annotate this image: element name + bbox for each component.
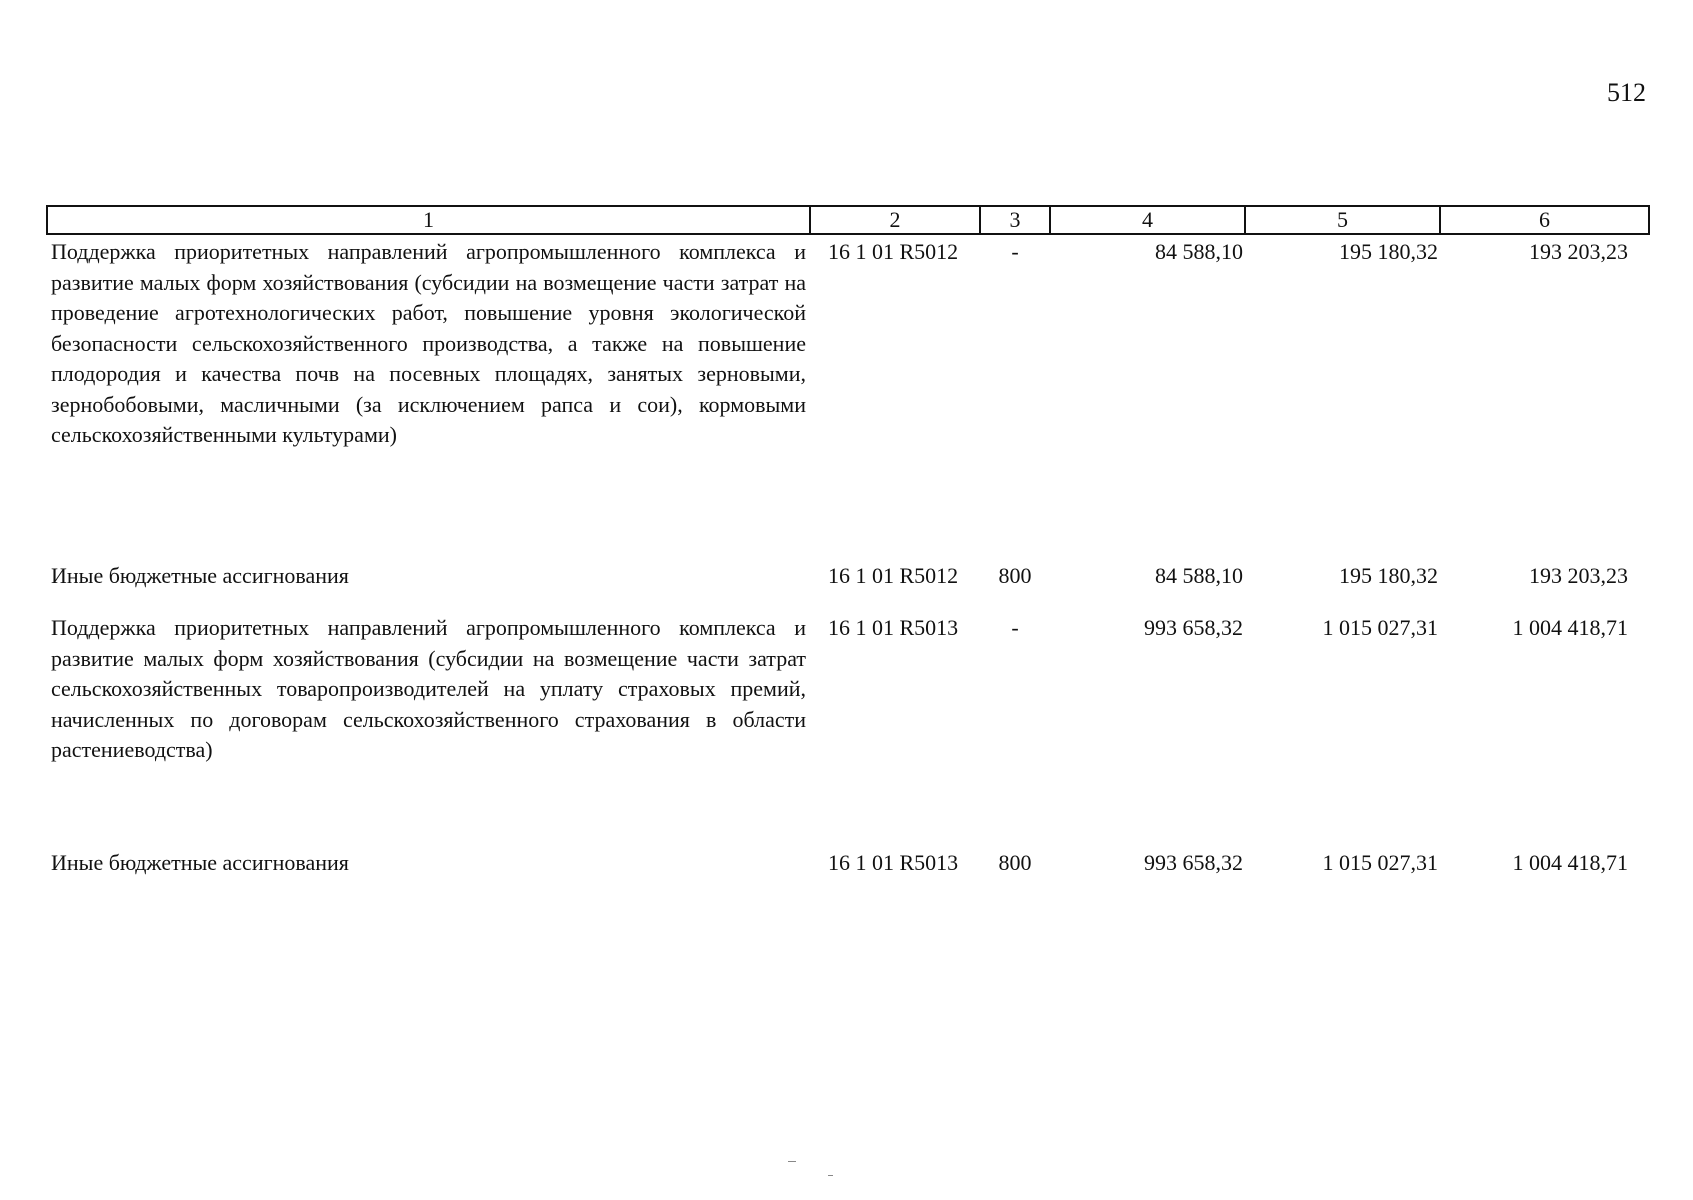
page-number: 512 xyxy=(1607,78,1646,107)
scan-artifact xyxy=(828,1175,833,1176)
row-spacer xyxy=(47,591,1649,613)
row-target-code: 16 1 01 R5013 xyxy=(828,615,959,640)
table-header xyxy=(47,206,1649,234)
row-description: Иные бюджетные ассигнования xyxy=(51,849,349,875)
row-value-col5: 1 015 027,31 xyxy=(1322,849,1438,875)
column-header-1: 1 xyxy=(47,206,810,234)
row-value-col4: 84 588,10 xyxy=(1155,562,1243,588)
row-description: Поддержка приоритетных направлений агропромышленного комплекса и развитие малых форм хозяйствования (субсидии на возмещение части затрат сельскохозяйственных товаропроизводителей на уплату страховых премий, начисленных по договорам сельскохозяйственного страхования в области растениеводства) xyxy=(51,615,806,762)
table-body xyxy=(47,234,1649,878)
row-expense-type: 800 xyxy=(998,849,1032,875)
row-target-code: 16 1 01 R5013 xyxy=(828,849,959,875)
row-expense-type: - xyxy=(1011,615,1019,640)
row-spacer xyxy=(47,766,1649,848)
row-value-col5: 195 180,32 xyxy=(1339,562,1438,588)
table-row xyxy=(47,561,1649,592)
row-value-col6: 1 004 418,71 xyxy=(1512,615,1628,640)
row-value-col6: 193 203,23 xyxy=(1529,239,1628,264)
row-description: Иные бюджетные ассигнования xyxy=(51,562,349,588)
table-row xyxy=(47,613,1649,766)
header-row xyxy=(47,206,1649,234)
row-value-col6: 1 004 418,71 xyxy=(1512,849,1628,875)
budget-table xyxy=(46,205,1650,878)
row-expense-type: - xyxy=(1011,239,1019,264)
row-value-col5: 1 015 027,31 xyxy=(1322,615,1438,640)
row-expense-type: 800 xyxy=(998,562,1032,588)
row-spacer xyxy=(47,451,1649,561)
column-header-5: 5 xyxy=(1245,206,1440,234)
scan-artifact xyxy=(788,1161,796,1162)
row-value-col5: 195 180,32 xyxy=(1339,239,1438,264)
row-value-col4: 993 658,32 xyxy=(1144,615,1243,640)
row-target-code: 16 1 01 R5012 xyxy=(828,562,959,588)
column-header-3: 3 xyxy=(980,206,1050,234)
table-row xyxy=(47,848,1649,879)
row-value-col4: 993 658,32 xyxy=(1144,849,1243,875)
row-value-col4: 84 588,10 xyxy=(1155,239,1243,264)
row-target-code: 16 1 01 R5012 xyxy=(828,239,959,264)
column-header-6: 6 xyxy=(1440,206,1649,234)
row-value-col6: 193 203,23 xyxy=(1529,562,1628,588)
column-header-2: 2 xyxy=(810,206,980,234)
row-description: Поддержка приоритетных направлений агропромышленного комплекса и развитие малых форм хозяйствования (субсидии на возмещение части затрат на проведение агротехнологических работ, повышение уровня экологической безопасности сельскохозяйственного производства, а также на повышение плодородия и качества почв на посевных площадях, занятых зерновыми, зернобобовыми, масличными (за исключением рапса и сои), кормовыми сельскохозяйственными культурами) xyxy=(51,239,806,447)
table-row xyxy=(47,234,1649,451)
column-header-4: 4 xyxy=(1050,206,1245,234)
